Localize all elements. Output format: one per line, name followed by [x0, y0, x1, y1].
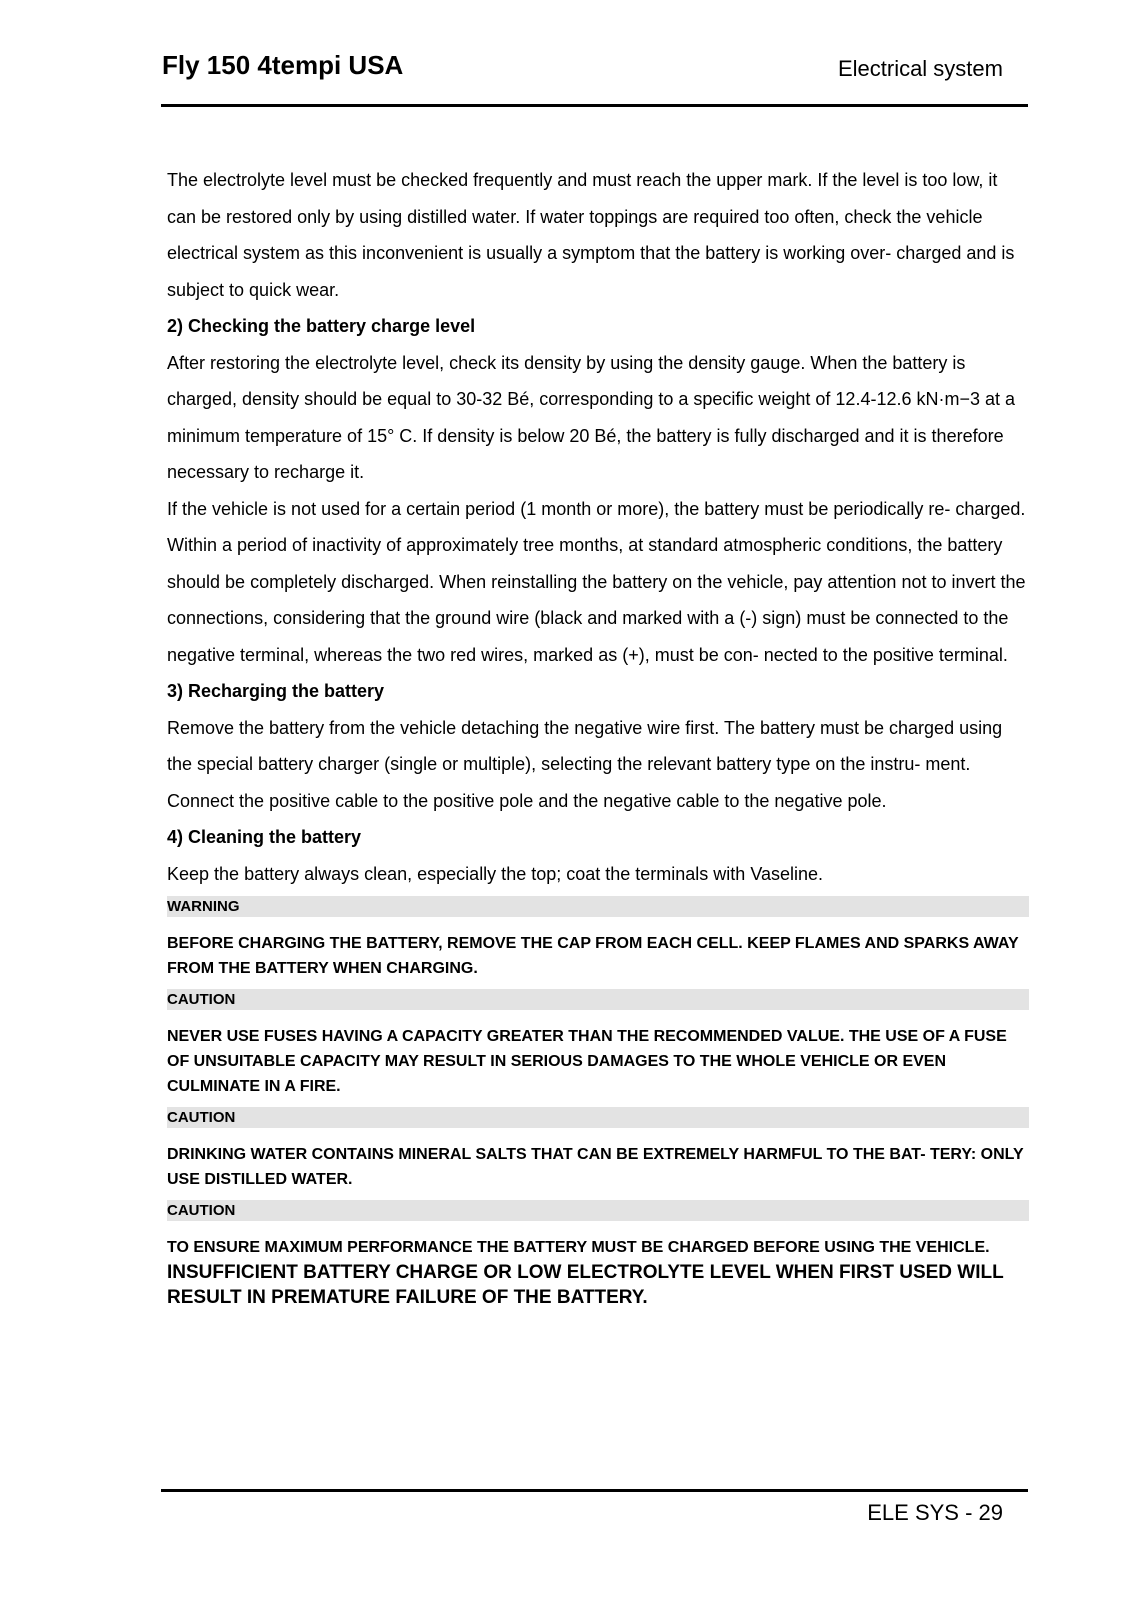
section-title: Electrical system	[837, 56, 1003, 81]
page-content	[167, 162, 1029, 1310]
warning-text: BEFORE CHARGING THE BATTERY, REMOVE THE CAP FROM EACH CELL. KEEP FLAMES AND SPARKS AWAY FROM THE BATTERY WHEN CHARGING.	[167, 935, 1019, 977]
caution-text: DRINKING WATER CONTAINS MINERAL SALTS THAT CAN BE EXTREMELY HARMFUL TO THE BAT- TERY: ONLY USE DISTILLED WATER.	[167, 1146, 1024, 1188]
footer-divider	[161, 1489, 1028, 1492]
paragraph-cleaning: Keep the battery always clean, especially the top; coat the terminals with Vaseline.	[167, 863, 824, 884]
page-number: ELE SYS - 29	[867, 1500, 1003, 1525]
caution-text: TO ENSURE MAXIMUM PERFORMANCE THE BATTERY MUST BE CHARGED BEFORE USING THE VEHICLE.	[167, 1239, 990, 1256]
caution-label: CAUTION	[167, 1200, 1029, 1221]
paragraph-electrolyte-level: The electrolyte level must be checked frequently and must reach the upper mark. If the level is too low, it can be restored only by using distilled water. If water toppings are required too often, check the vehicle electrical system as this inconvenient is usually a symptom that the battery is working over- charged and is subject to quick wear.	[167, 170, 1015, 300]
warning-label: WARNING	[167, 896, 1029, 917]
heading-checking-charge: 2) Checking the battery charge level	[167, 316, 476, 336]
heading-cleaning: 4) Cleaning the battery	[167, 827, 362, 847]
heading-recharging: 3) Recharging the battery	[167, 681, 385, 701]
caution-label: CAUTION	[167, 989, 1029, 1010]
paragraph-recharging: Remove the battery from the vehicle detaching the negative wire first. The battery must be charged using the special battery charger (single or multiple), selecting the relevant battery type on the instru- ment. Connect the positive cable to the positive pole and the negative cable to the negative pole.	[167, 717, 1003, 811]
paragraph-periodic-recharge: If the vehicle is not used for a certain period (1 month or more), the battery must be periodically re- charged.	[167, 498, 1026, 519]
document-title: Fly 150 4tempi USA	[162, 50, 404, 80]
caution-text: NEVER USE FUSES HAVING A CAPACITY GREATER THAN THE RECOMMENDED VALUE. THE USE OF A FUSE OF UNSUITABLE CAPACITY MAY RESULT IN SERIOUS DAMAGES TO THE WHOLE VEHICLE OR EVEN CULMINATE IN A FIRE.	[167, 1028, 1007, 1095]
caution-label: CAUTION	[167, 1107, 1029, 1128]
header-divider	[161, 104, 1028, 107]
paragraph-inactivity: Within a period of inactivity of approximately tree months, at standard atmospheric conditions, the battery should be completely discharged. When reinstalling the battery on the vehicle, pay attention not to invert the connections, considering that the ground wire (black and marked with a (-) sign) must be connected to the negative terminal, whereas the two red wires, marked as (+), must be con- nected to the positive terminal.	[167, 535, 1026, 665]
paragraph-density: After restoring the electrolyte level, check its density by using the density gauge. When the battery is charged, density should be equal to 30-32 Bé, corresponding to a specific weight of 12.4-12.6 kN·m−3 at a minimum temperature of 15° C. If density is below 20 Bé, the battery is fully discharged and it is therefore necessary to recharge it.	[167, 352, 1016, 482]
caution-emphasis-text: INSUFFICIENT BATTERY CHARGE OR LOW ELECTROLYTE LEVEL WHEN FIRST USED WILL RESULT IN PREMATURE FAILURE OF THE BATTERY.	[167, 1262, 1004, 1308]
